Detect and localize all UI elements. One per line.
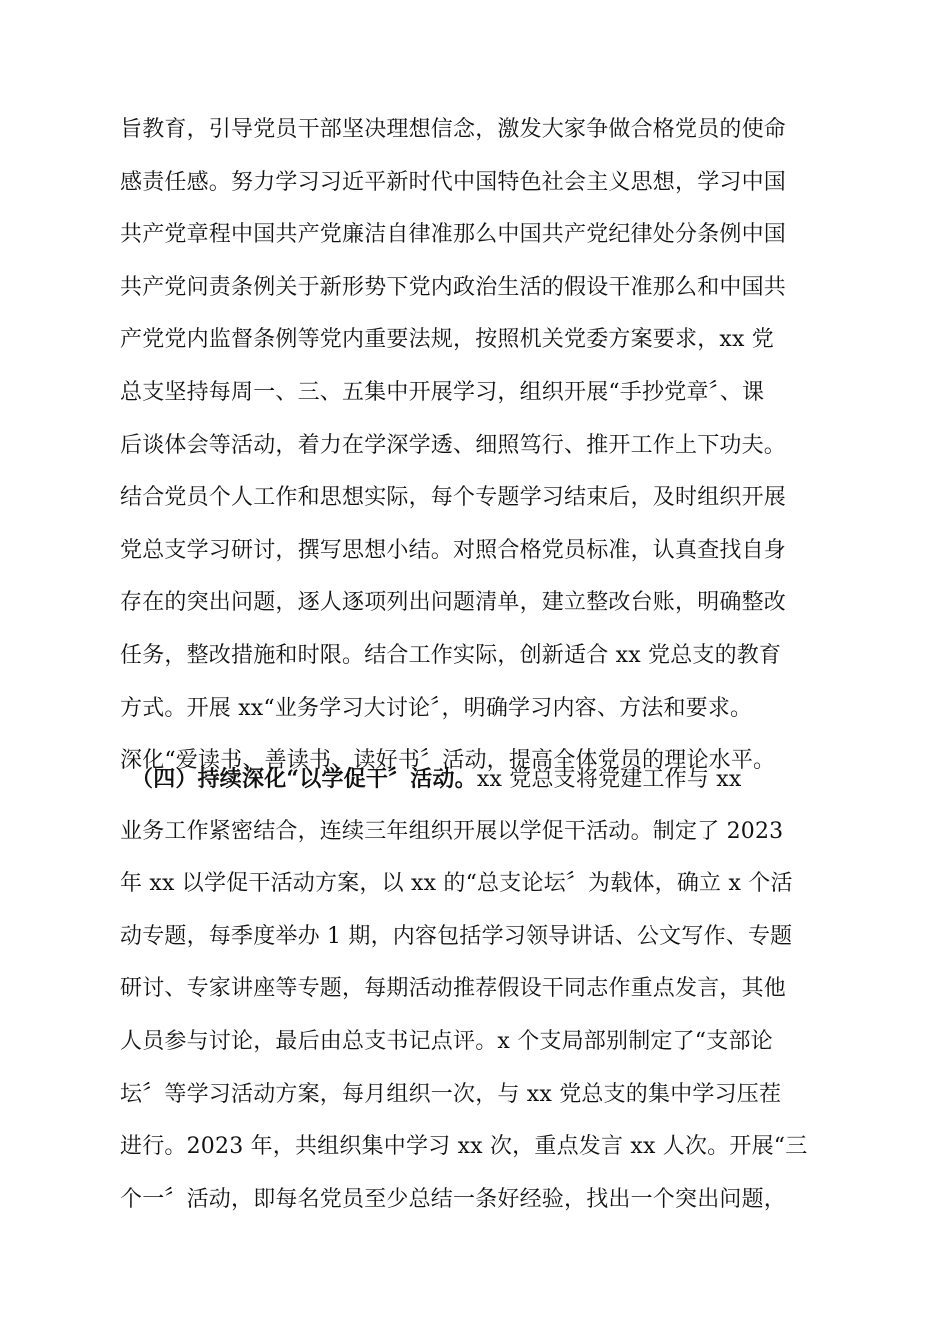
paragraph-line: 旨教育，引导党员干部坚决理想信念，激发大家争做合格党员的使命: [120, 117, 787, 142]
paragraph-line: 任务，整改措施和时限。结合工作实际，创新适合 xx 党总支的教育: [120, 642, 782, 668]
paragraph-two: [120, 753, 865, 1226]
paragraph-line: 后谈体会等活动，着力在学深学透、细照笃行、推开工作上下功夫。: [120, 432, 787, 458]
paragraph-line: 动专题，每季度举办 1 期，内容包括学习领导讲话、公文写作、专题: [120, 923, 793, 949]
paragraph-line: 结合党员个人工作和思想实际，每个专题学习结束后，及时组织开展: [120, 485, 787, 511]
paragraph-one: [120, 104, 865, 788]
paragraph-line: 进行。2023 年，共组织集中学习 xx 次，重点发言 xx 人次。开展“三: [120, 1134, 808, 1160]
paragraph-line: 共产党问责条例关于新形势下党内政治生活的假设干准那么和中国共: [120, 274, 787, 300]
heading-line-rest: xx 党总支将党建工作与 xx: [476, 767, 742, 792]
paragraph-line: 党总支学习研讨，撰写思想小结。对照合格党员标准，认真查找自身: [120, 537, 787, 563]
paragraph-line: 深化“爱读书、善读书、读好书〞活动，提高全体党员的理论水平。: [120, 748, 776, 774]
paragraph-line: 共产党章程中国共产党廉洁自律准那么中国共产党纪律处分条例中国: [120, 222, 787, 248]
paragraph-line: 总支坚持每周一、三、五集中开展学习，组织开展“手抄党章〞、课: [120, 379, 765, 405]
paragraph-line: 产党党内监督条例等党内重要法规，按照机关党委方案要求，xx 党: [120, 327, 775, 353]
section-heading: （四）持续深化“以学促干〞活动。: [131, 766, 477, 792]
paragraph-line: 感责任感。努力学习习近平新时代中国特色社会主义思想，学习中国: [120, 169, 787, 195]
paragraph-line: 业务工作紧密结合，连续三年组织开展以学促干活动。制定了 2023: [120, 818, 784, 844]
section-heading-line: [120, 753, 865, 806]
paragraph-line: 人员参与讨论，最后由总支书记点评。x 个支局部别制定了“支部论: [120, 1028, 773, 1054]
paragraph-line: 年 xx 以学促干活动方案，以 xx 的“总支论坛〞为载体，确立 x 个活: [120, 871, 793, 897]
paragraph-line: 存在的突出问题，逐人逐项列出问题清单，建立整改台账，明确整改: [120, 590, 787, 616]
paragraph-line: 方式。开展 xx“业务学习大讨论〞，明确学习内容、方法和要求。: [120, 695, 753, 721]
paragraph-line: 坛〞等学习活动方案，每月组织一次，与 xx 党总支的集中学习压茬: [120, 1081, 782, 1107]
paragraph-line: 研讨、专家讲座等专题，每期活动推荐假设干同志作重点发言，其他: [120, 976, 787, 1002]
paragraph-line: 个一〞活动，即每名党员至少总结一条好经验，找出一个突出问题，: [120, 1186, 787, 1212]
